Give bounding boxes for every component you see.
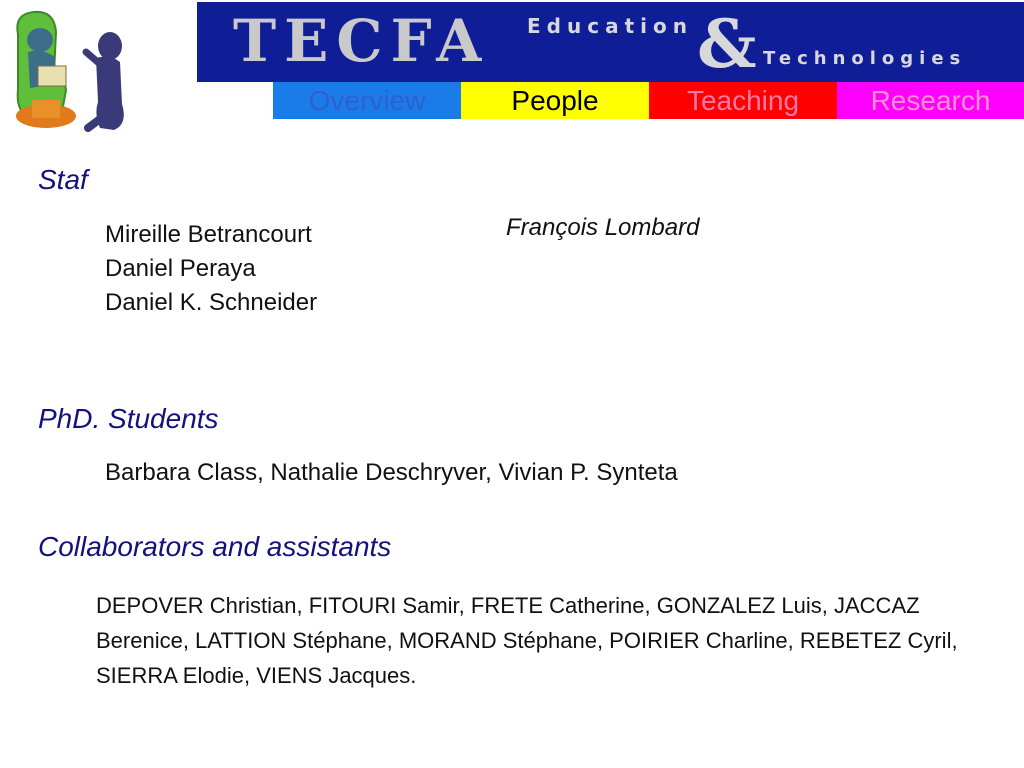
banner-background <box>197 2 997 82</box>
tab-teaching[interactable]: Teaching <box>649 82 837 119</box>
staff-heading: Staf <box>38 164 88 195</box>
logo-illustration <box>4 4 140 136</box>
tecfa-banner <box>197 2 1024 82</box>
banner-ampersand: & <box>697 5 757 82</box>
phd-heading: PhD. Students <box>38 403 219 434</box>
banner-education: Education <box>527 14 693 38</box>
collaborators-heading: Collaborators and assistants <box>38 531 392 562</box>
collaborators-members: DEPOVER Christian, FITOURI Samir, FRETE Catherine, GONZALEZ Luis, JACCAZ Berenice, LATTION Stéphane, MORAND Stéphane, POIRIER Charline, REBETEZ Cyril, SIERRA Elodie, VIENS Jacques. <box>96 593 958 688</box>
staff-member: Daniel K. Schneider <box>105 289 318 316</box>
tab-overview[interactable]: Overview <box>273 82 461 119</box>
phd-members: Barbara Class, Nathalie Deschryver, Vivian P. Synteta <box>105 459 678 486</box>
banner-technologies: Technologies <box>763 48 967 69</box>
banner-title: TECFA <box>233 7 490 75</box>
tab-people[interactable]: People <box>461 82 649 119</box>
staff-member-lombard: François Lombard <box>506 214 700 241</box>
staff-list <box>105 218 317 320</box>
staff-member: Daniel Peraya <box>105 255 256 282</box>
tab-research[interactable]: Research <box>837 82 1024 119</box>
staff-member: Mireille Betrancourt <box>105 221 312 248</box>
nav-tabs <box>273 82 1024 119</box>
